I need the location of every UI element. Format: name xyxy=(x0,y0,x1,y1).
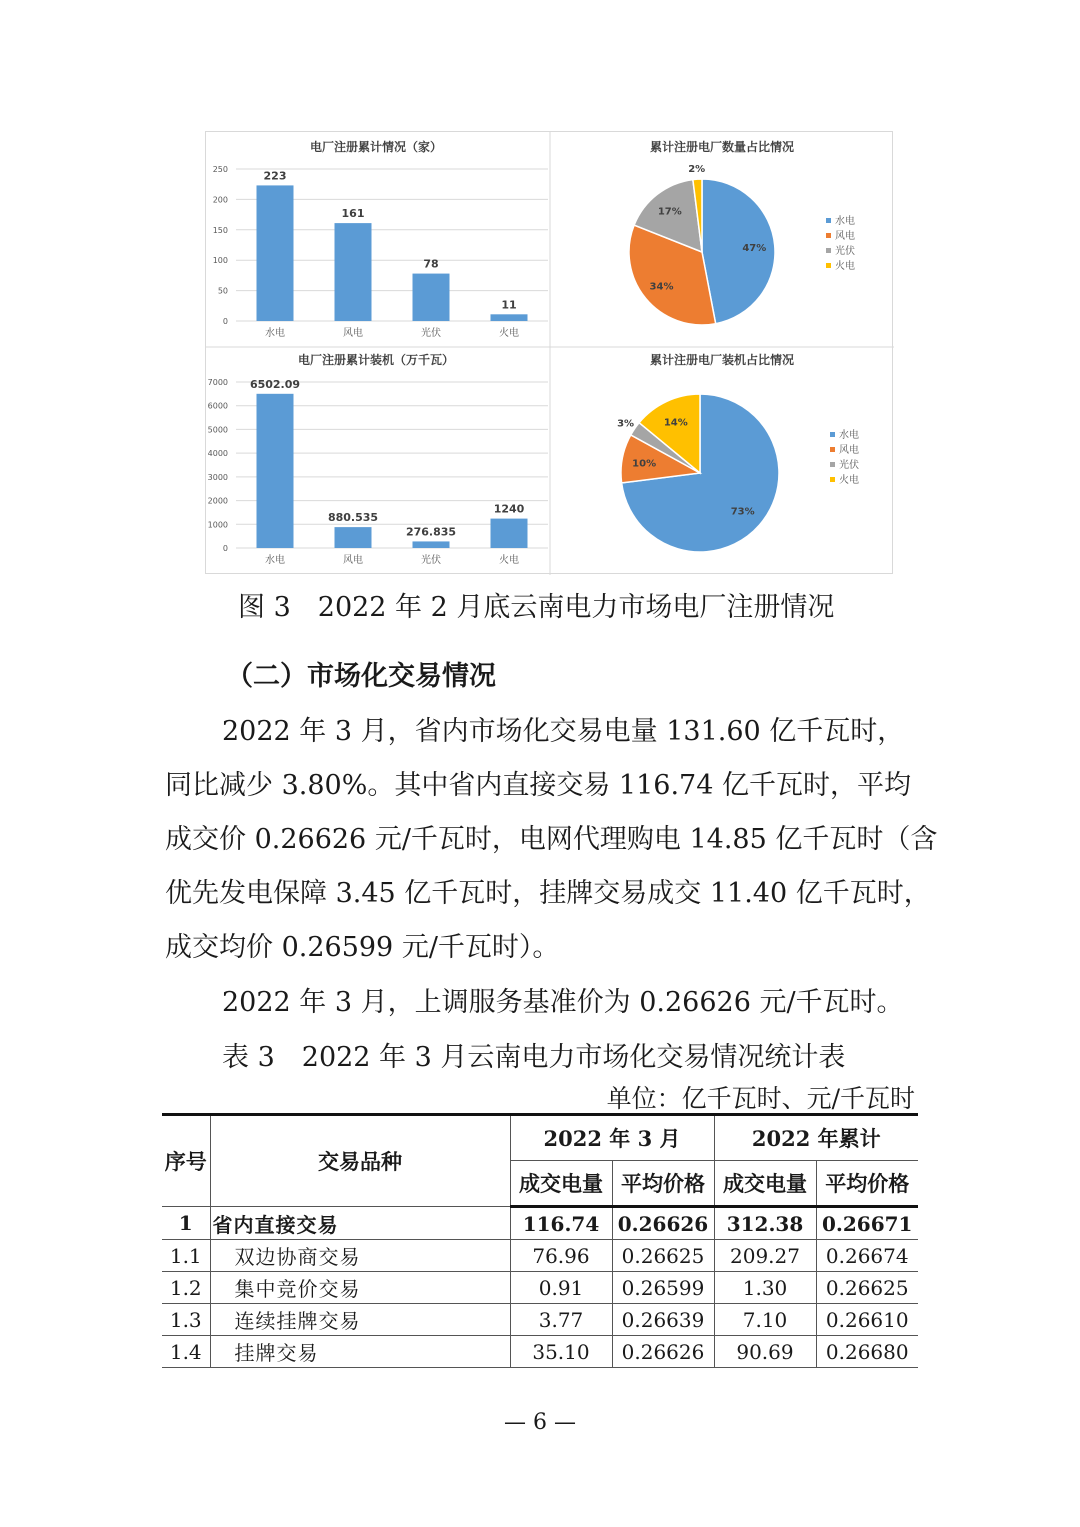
cell-month-price: 0.26599 xyxy=(612,1272,714,1304)
chart-title: 电厂注册累计情况（家） xyxy=(309,140,443,154)
chart-title: 电厂注册累计装机（万千瓦） xyxy=(297,353,455,367)
table-caption: 表 3 2022 年 3 月云南电力市场化交易情况统计表 xyxy=(222,1042,846,1073)
data-label: 161 xyxy=(341,207,365,221)
y-tick-label: 50 xyxy=(217,286,228,296)
y-tick-label: 4000 xyxy=(207,449,228,459)
cell-month-price: 0.26639 xyxy=(612,1304,714,1336)
bar xyxy=(257,185,294,321)
figure-caption: 图 3 2022 年 2 月底云南电力市场电厂注册情况 xyxy=(238,592,835,623)
paragraph-line: 成交均价 0.26599 元/千瓦时）。 xyxy=(165,932,560,963)
header-year-cumulative: 2022 年累计 xyxy=(714,1115,918,1161)
slice-label: 3% xyxy=(617,418,635,430)
cell-name: 挂牌交易 xyxy=(210,1336,510,1368)
x-tick-label: 风电 xyxy=(343,555,363,566)
header-price: 平均价格 xyxy=(612,1161,714,1207)
legend-swatch xyxy=(830,432,835,437)
pie-chart-capacity-share xyxy=(617,352,859,552)
section-heading: （二）市场化交易情况 xyxy=(226,661,496,692)
cell-year-volume: 7.10 xyxy=(714,1304,816,1336)
x-tick-label: 火电 xyxy=(499,555,519,566)
data-label: 11 xyxy=(501,298,517,312)
bar xyxy=(413,541,450,548)
table-row xyxy=(162,1240,918,1272)
slice-label: 73% xyxy=(730,506,755,518)
cell-year-price: 0.26680 xyxy=(816,1336,918,1368)
cell-month-volume: 76.96 xyxy=(510,1240,612,1272)
legend-label: 水电 xyxy=(839,430,859,441)
y-tick-label: 150 xyxy=(212,225,228,235)
legend-swatch xyxy=(830,447,835,452)
y-tick-label: 3000 xyxy=(207,472,228,482)
slice-label: 10% xyxy=(632,458,657,470)
legend-label: 风电 xyxy=(835,231,855,242)
cell-year-volume: 90.69 xyxy=(714,1336,816,1368)
data-label: 1240 xyxy=(493,502,525,516)
legend-swatch xyxy=(826,233,831,238)
header-volume: 成交电量 xyxy=(510,1161,612,1207)
y-tick-label: 5000 xyxy=(207,425,228,435)
cell-seq: 1.1 xyxy=(162,1240,210,1272)
y-tick-label: 250 xyxy=(212,165,228,174)
table-row xyxy=(162,1304,918,1336)
paragraph-line: 同比减少 3.80%。其中省内直接交易 116.74 亿千瓦时，平均 xyxy=(165,770,911,801)
bar xyxy=(413,274,450,321)
cell-month-price: 0.26626 xyxy=(612,1336,714,1368)
bar-chart-capacity xyxy=(208,352,548,566)
cell-name: 连续挂牌交易 xyxy=(210,1304,510,1336)
paragraph-line: 成交价 0.26626 元/千瓦时，电网代理购电 14.85 亿千瓦时（含 xyxy=(165,824,938,855)
cell-name: 集中竞价交易 xyxy=(210,1272,510,1304)
cell-name: 双边协商交易 xyxy=(210,1240,510,1272)
cell-month-price: 0.26625 xyxy=(612,1240,714,1272)
table-unit-note: 单位：亿千瓦时、元/千瓦时 xyxy=(606,1084,915,1113)
x-tick-label: 水电 xyxy=(265,555,285,566)
y-tick-label: 2000 xyxy=(207,496,228,506)
legend-label: 火电 xyxy=(839,475,859,486)
paragraph-line: 2022 年 3 月，省内市场化交易电量 131.60 亿千瓦时， xyxy=(222,716,905,747)
cell-seq: 1 xyxy=(162,1207,210,1240)
bar xyxy=(335,223,372,321)
cell-year-volume: 209.27 xyxy=(714,1240,816,1272)
bar-chart-plant-count xyxy=(213,139,548,339)
paragraph: 2022 年 3 月，上调服务基准价为 0.26626 元/千瓦时。 xyxy=(222,987,904,1018)
legend-swatch xyxy=(826,248,831,253)
y-tick-label: 0 xyxy=(222,317,228,326)
header-price: 平均价格 xyxy=(816,1161,918,1207)
pie-chart-plant-count-share xyxy=(629,139,855,325)
x-tick-label: 光伏 xyxy=(421,555,441,566)
bar xyxy=(491,314,528,321)
cell-year-price: 0.26610 xyxy=(816,1304,918,1336)
table-row xyxy=(162,1336,918,1368)
figure-panel xyxy=(205,131,893,574)
cell-year-price: 0.26674 xyxy=(816,1240,918,1272)
y-tick-label: 1000 xyxy=(207,520,228,530)
header-trade-type: 交易品种 xyxy=(210,1115,510,1207)
cell-year-volume: 1.30 xyxy=(714,1272,816,1304)
bar xyxy=(335,527,372,548)
bar xyxy=(257,394,294,548)
cell-seq: 1.2 xyxy=(162,1272,210,1304)
x-tick-label: 光伏 xyxy=(421,328,441,339)
legend-label: 风电 xyxy=(839,445,859,456)
chart-title: 累计注册电厂数量占比情况 xyxy=(649,140,795,154)
cell-month-volume: 35.10 xyxy=(510,1336,612,1368)
charts-svg xyxy=(206,132,894,575)
data-label: 78 xyxy=(423,257,439,271)
x-tick-label: 风电 xyxy=(343,328,363,339)
y-tick-label: 6000 xyxy=(207,401,228,411)
header-seq: 序号 xyxy=(162,1115,210,1207)
cell-seq: 1.3 xyxy=(162,1304,210,1336)
cell-year-volume: 312.38 xyxy=(714,1207,816,1240)
cell-month-volume: 0.91 xyxy=(510,1272,612,1304)
legend-label: 光伏 xyxy=(839,460,859,471)
data-label: 880.535 xyxy=(327,511,379,525)
statistics-table xyxy=(162,1113,918,1368)
data-label: 223 xyxy=(263,169,287,183)
x-tick-label: 水电 xyxy=(265,328,285,339)
legend-swatch xyxy=(830,462,835,467)
table-row xyxy=(162,1207,918,1240)
cell-name: 省内直接交易 xyxy=(210,1207,510,1240)
y-tick-label: 7000 xyxy=(207,378,228,387)
slice-label: 14% xyxy=(663,417,688,429)
legend-swatch xyxy=(830,477,835,482)
y-tick-label: 100 xyxy=(212,256,228,266)
legend-swatch xyxy=(826,263,831,268)
legend-label: 水电 xyxy=(835,216,855,227)
cell-month-price: 0.26626 xyxy=(612,1207,714,1240)
bar xyxy=(491,519,528,548)
slice-label: 47% xyxy=(742,243,767,255)
slice-label: 17% xyxy=(657,206,682,218)
legend-swatch xyxy=(826,218,831,223)
legend-label: 光伏 xyxy=(835,246,855,257)
y-tick-label: 200 xyxy=(212,195,228,205)
cell-year-price: 0.26625 xyxy=(816,1272,918,1304)
x-tick-label: 火电 xyxy=(499,328,519,339)
slice-label: 34% xyxy=(649,281,674,293)
legend-label: 火电 xyxy=(835,261,855,272)
cell-seq: 1.4 xyxy=(162,1336,210,1368)
data-label: 276.835 xyxy=(405,525,457,539)
header-volume: 成交电量 xyxy=(714,1161,816,1207)
table-row xyxy=(162,1272,918,1304)
chart-title: 累计注册电厂装机占比情况 xyxy=(649,353,795,367)
header-month: 2022 年 3 月 xyxy=(510,1115,714,1161)
data-label: 6502.09 xyxy=(249,377,301,391)
page-number: — 6 — xyxy=(504,1410,576,1435)
y-tick-label: 0 xyxy=(222,544,228,553)
paragraph-line: 优先发电保障 3.45 亿千瓦时，挂牌交易成交 11.40 亿千瓦时， xyxy=(165,878,931,909)
cell-year-price: 0.26671 xyxy=(816,1207,918,1240)
slice-label: 2% xyxy=(688,164,706,176)
cell-month-volume: 3.77 xyxy=(510,1304,612,1336)
cell-month-volume: 116.74 xyxy=(510,1207,612,1240)
